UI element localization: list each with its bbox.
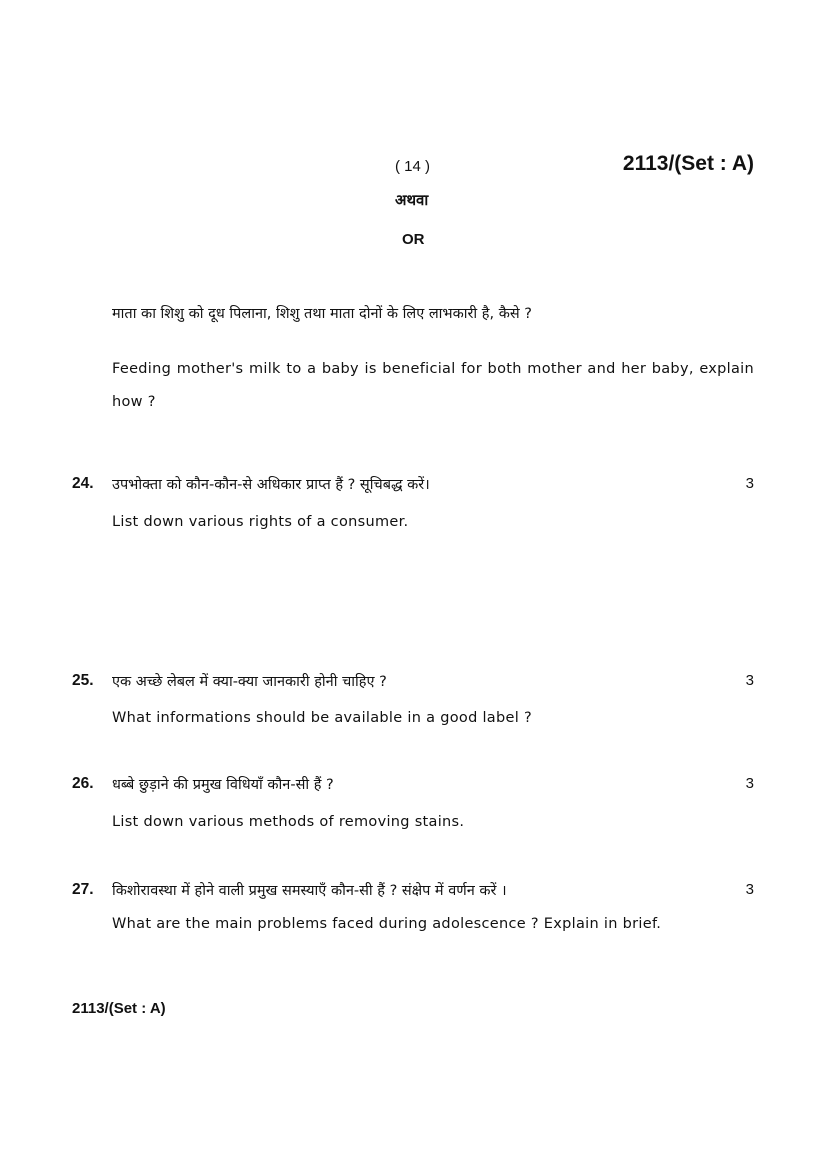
or-label-hindi: अथवा [395, 191, 429, 209]
question-number: 26. [72, 775, 94, 792]
question-number: 24. [72, 475, 94, 492]
paper-code-header: 2113/(Set : A) [622, 152, 754, 175]
question-hindi: धब्बे छुड़ाने की प्रमुख विधियाँ कौन-सी हैं ? [112, 777, 334, 793]
question-marks: 3 [745, 881, 754, 898]
question-marks: 3 [745, 672, 754, 689]
question-english: List down various rights of a consumer. [112, 514, 409, 530]
or-question-english: Feeding mother's milk to a baby is beneficial for both mother and her baby, explain how ? [112, 361, 754, 410]
question-hindi: उपभोक्ता को कौन-कौन-से अधिकार प्राप्त हैं ? सूचिबद्ध करें। [112, 477, 430, 493]
question-number: 25. [72, 672, 94, 689]
question-english: List down various methods of removing stains. [112, 814, 465, 830]
or-label-english: OR [402, 231, 425, 248]
or-question-hindi: माता का शिशु को दूध पिलाना, शिशु तथा माता दोनों के लिए लाभकारी है, कैसे ? [112, 306, 532, 322]
paper-code-footer: 2113/(Set : A) [72, 1000, 166, 1017]
page-number: ( 14 ) [395, 158, 431, 175]
question-number: 27. [72, 881, 94, 898]
question-hindi: एक अच्छे लेबल में क्या-क्या जानकारी होनी चाहिए ? [112, 674, 387, 690]
question-english: What informations should be available in a good label ? [112, 710, 532, 726]
question-marks: 3 [745, 475, 754, 492]
question-marks: 3 [745, 775, 754, 792]
question-english: What are the main problems faced during adolescence ? Explain in brief. [112, 916, 662, 932]
question-hindi: किशोरावस्था में होने वाली प्रमुख समस्याएँ कौन-सी हैं ? संक्षेप में वर्णन करें । [112, 883, 507, 899]
